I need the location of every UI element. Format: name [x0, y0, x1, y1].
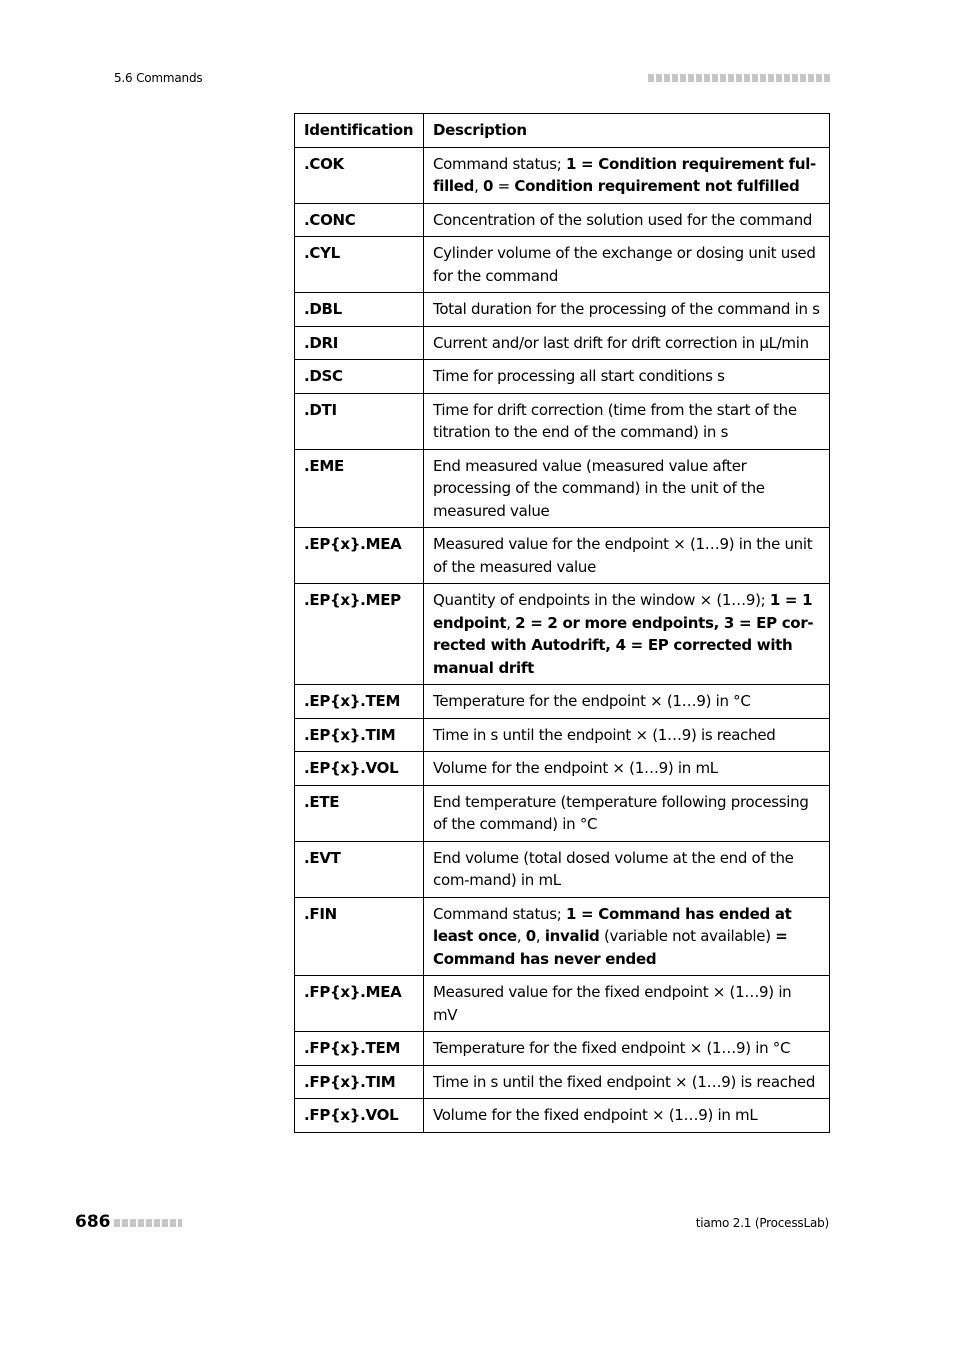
description-emphasis: 0 — [525, 927, 536, 945]
description-text: Temperature for the endpoint × (1…9) in °C — [433, 692, 751, 710]
description-cell — [424, 685, 830, 719]
description-cell — [424, 897, 830, 976]
description-text: Time in s until the fixed endpoint × (1…9) is reached — [433, 1072, 816, 1091]
identification-cell: .DSC — [295, 360, 424, 394]
table-row — [295, 293, 830, 327]
identification-cell: .FP{x}.TIM — [295, 1065, 424, 1099]
description-cell — [424, 1099, 830, 1133]
description-text: Time in s until the endpoint × (1…9) is reached — [433, 725, 776, 744]
description-cell — [424, 1032, 830, 1066]
description-emphasis: 1 = Condition requirement ful-filled — [433, 154, 816, 195]
table-row — [295, 1065, 830, 1099]
identification-cell: .ETE — [295, 785, 424, 841]
table-row — [295, 685, 830, 719]
description-cell — [424, 1065, 830, 1099]
description-emphasis: = Command has never ended — [433, 927, 788, 968]
footer-dot-bar — [114, 1219, 182, 1227]
identification-cell: .EME — [295, 449, 424, 528]
table-row — [295, 1099, 830, 1133]
description-text: Total duration for the processing of the command in s — [433, 300, 820, 318]
identification-cell: .DBL — [295, 293, 424, 327]
description-text: Concentration of the solution used for the command — [433, 210, 813, 229]
table-row — [295, 897, 830, 976]
table-row — [295, 147, 830, 203]
table-row — [295, 718, 830, 752]
description-cell — [424, 584, 830, 685]
description-cell — [424, 293, 830, 327]
identification-cell: .FIN — [295, 897, 424, 976]
column-header-identification: Identification — [295, 114, 424, 148]
description-cell — [424, 326, 830, 360]
identification-cell: .EP{x}.TIM — [295, 718, 424, 752]
description-text: Measured value for the endpoint × (1…9) in the unit of the measured value — [433, 535, 813, 576]
section-header: 5.6 Commands — [114, 71, 203, 85]
description-text: Cylinder volume of the exchange or dosing unit used for the command — [433, 244, 816, 285]
description-text: End measured value (measured value after processing of the command) in the unit of the measured value — [433, 456, 765, 520]
table-row — [295, 976, 830, 1032]
table-row — [295, 393, 830, 449]
description-text: Quantity of endpoints in the window × (1…9); — [433, 591, 770, 609]
description-cell — [424, 718, 830, 752]
description-emphasis: Condition requirement not fulfilled — [514, 177, 800, 195]
description-cell — [424, 360, 830, 394]
description-text: , — [516, 927, 526, 945]
table-row — [295, 237, 830, 293]
identification-cell: .EP{x}.MEA — [295, 528, 424, 584]
description-text: Time for processing all start conditions s — [433, 367, 725, 385]
description-text: End temperature (temperature following processing of the command) in °C — [433, 792, 809, 833]
identification-cell: .EVT — [295, 841, 424, 897]
table-row — [295, 326, 830, 360]
description-cell — [424, 976, 830, 1032]
column-header-description: Description — [424, 114, 830, 148]
identification-cell: .FP{x}.VOL — [295, 1099, 424, 1133]
page-number: 686 — [75, 1212, 111, 1232]
identification-cell: .FP{x}.TEM — [295, 1032, 424, 1066]
identification-cell: .CYL — [295, 237, 424, 293]
description-emphasis: 2 = 2 or more endpoints, 3 = EP cor-rected with Autodrift, 4 = EP corrected with manual drift — [433, 613, 814, 677]
description-text: Volume for the fixed endpoint × (1…9) in mL — [433, 1106, 758, 1124]
description-cell — [424, 785, 830, 841]
description-cell — [424, 528, 830, 584]
identification-cell: .EP{x}.VOL — [295, 752, 424, 786]
identification-cell: .DTI — [295, 393, 424, 449]
table-row — [295, 528, 830, 584]
description-cell — [424, 237, 830, 293]
table-row — [295, 360, 830, 394]
description-text: Command status; — [433, 154, 566, 173]
description-cell — [424, 203, 830, 237]
description-text: , — [474, 177, 483, 195]
table-row — [295, 752, 830, 786]
table-row — [295, 841, 830, 897]
description-text: Time for drift correction (time from the start of the titration to the end of the command) in s — [433, 400, 797, 441]
identification-cell: .EP{x}.TEM — [295, 685, 424, 719]
product-name: tiamo 2.1 (ProcessLab) — [695, 1216, 829, 1230]
description-cell — [424, 449, 830, 528]
identification-cell: .DRI — [295, 326, 424, 360]
table-row — [295, 584, 830, 685]
description-text: , — [535, 927, 545, 945]
header-dot-bar — [648, 74, 830, 82]
description-text: Command status; — [433, 904, 566, 923]
table-header-row — [295, 114, 830, 148]
description-text: Current and/or last drift for drift correction in µL/min — [433, 333, 809, 352]
description-cell — [424, 841, 830, 897]
description-text: End volume (total dosed volume at the end of the com-mand) in mL — [433, 848, 794, 889]
description-emphasis: 1 = 1 endpoint — [433, 591, 813, 632]
identification-cell: .EP{x}.MEP — [295, 584, 424, 685]
description-cell — [424, 752, 830, 786]
description-text: = — [493, 177, 515, 195]
description-text: (variable not available) — [599, 927, 776, 945]
identification-cell: .FP{x}.MEA — [295, 976, 424, 1032]
description-text: Volume for the endpoint × (1…9) in mL — [433, 759, 718, 777]
table-row — [295, 203, 830, 237]
description-text: Measured value for the fixed endpoint × (1…9) in mV — [433, 983, 792, 1024]
commands-table — [294, 113, 830, 1133]
description-text: , — [506, 613, 516, 632]
table-row — [295, 785, 830, 841]
description-emphasis: invalid — [544, 927, 600, 945]
description-emphasis: 1 = Command has ended at least once — [433, 904, 792, 945]
description-cell — [424, 147, 830, 203]
table-row — [295, 1032, 830, 1066]
table-row — [295, 449, 830, 528]
description-emphasis: 0 — [483, 177, 494, 195]
description-cell — [424, 393, 830, 449]
identification-cell: .CONC — [295, 203, 424, 237]
identification-cell: .COK — [295, 147, 424, 203]
description-text: Temperature for the fixed endpoint × (1…9) in °C — [433, 1039, 791, 1057]
